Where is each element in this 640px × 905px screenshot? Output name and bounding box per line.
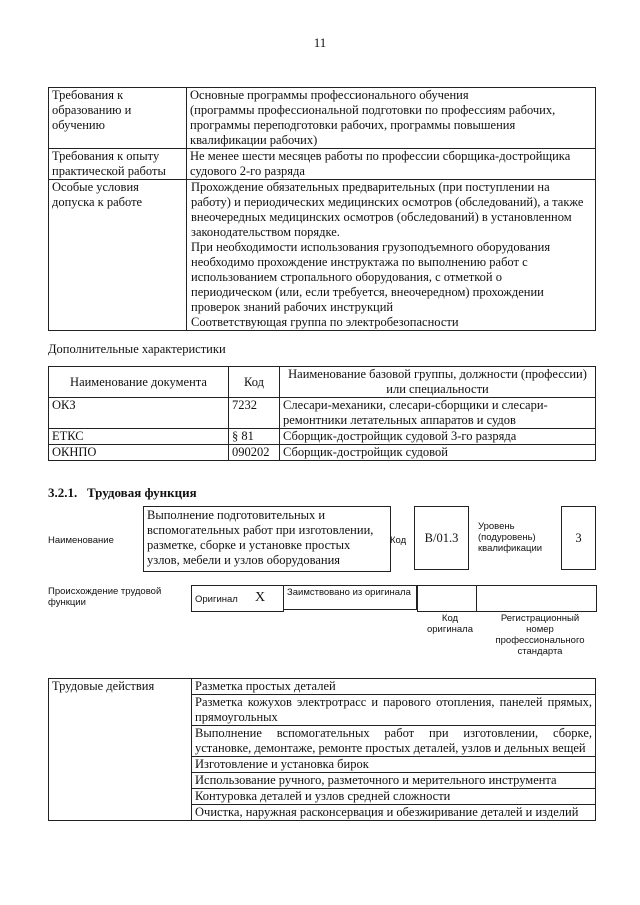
table-cell: Сборщик-достройщик судовой xyxy=(280,445,596,461)
action-item: Очистка, наружная расконсервация и обезжиривание деталей и изделий xyxy=(192,805,596,821)
action-item: Разметка простых деталей xyxy=(192,679,596,695)
page-number: 11 xyxy=(313,35,327,50)
action-item: Контуровка деталей и узлов средней сложности xyxy=(192,789,596,805)
table-row xyxy=(49,429,596,445)
table-cell: Сборщик-достройщик судовой 3-го разряда xyxy=(280,429,596,445)
text-line: необходимо прохождение инструктажа по выполнению работ с xyxy=(191,255,528,269)
table-cell: ОКЗ xyxy=(49,398,229,429)
text-line: вспомогательных работ при изготовлении, xyxy=(147,523,374,537)
text-line: Не менее шести месяцев работы по профессии сборщика-достройщика xyxy=(190,149,571,163)
section-title: Трудовая функция xyxy=(87,485,197,500)
requirements-table xyxy=(48,87,596,331)
text-line: Прохождение обязательных предварительных (при поступлении на xyxy=(191,180,550,194)
original-label: Оригинал xyxy=(195,594,238,605)
table-row xyxy=(49,149,596,180)
text-line: программы переподготовки рабочих, программы повышения xyxy=(190,118,516,132)
table-row xyxy=(49,180,596,331)
table-cell: Слесари-механики, слесари-сборщики и слесари-ремонтники летательных аппаратов и судов xyxy=(280,398,596,429)
text-line: разметке, сборке и установке простых xyxy=(147,538,351,552)
original-code-label: Код оригинала xyxy=(426,613,473,635)
text-line: периодическом (или, если требуется, внеочередном) прохождении xyxy=(191,285,544,299)
section-heading xyxy=(48,485,197,501)
section-number: 3.2.1. xyxy=(48,485,78,500)
origin-code-cell xyxy=(417,585,477,612)
origin-reg-cell xyxy=(476,585,597,612)
function-name-label: Наименование xyxy=(48,535,114,546)
function-code-label: Код xyxy=(390,535,407,546)
borrowed-label: Заимствовано из оригинала xyxy=(287,587,411,598)
table-row xyxy=(49,679,596,695)
text-line: квалификации рабочих) xyxy=(190,133,318,147)
action-item: Выполнение вспомогательных работ при изготовлении, сборке, установке, демонтаже, ремонте простых деталей, узлов и дельных вещей xyxy=(192,726,596,757)
additional-title: Дополнительные характеристики xyxy=(48,342,226,356)
function-name-box xyxy=(143,506,391,572)
table-cell: § 81 xyxy=(229,429,280,445)
text-line: (программы профессиональной подготовки по профессиям рабочих, xyxy=(190,103,556,117)
table-cell: ОКНПО xyxy=(49,445,229,461)
text-line: При необходимости использования грузоподъемного оборудования xyxy=(191,240,551,254)
text-line: законодательством порядке. xyxy=(191,225,340,239)
action-item: Изготовление и установка бирок xyxy=(192,757,596,773)
text-line: работу) и периодических медицинских осмотров (обследований), а также xyxy=(191,195,584,209)
text-line: Основные программы профессионального обучения xyxy=(190,88,469,102)
table-row xyxy=(49,445,596,461)
function-code-box xyxy=(414,506,469,570)
table-cell: 7232 xyxy=(229,398,280,429)
table-row xyxy=(49,88,596,149)
origin-borrowed-cell xyxy=(283,585,417,610)
text-line: внеочередных медицинских осмотров (обследований) в установленном xyxy=(191,210,572,224)
action-item: Использование ручного, разметочного и мерительного инструмента xyxy=(192,773,596,789)
text-line: Выполнение подготовительных и xyxy=(147,508,326,522)
text-line: проверок знаний рабочих инструкций xyxy=(191,300,394,314)
row-value xyxy=(187,180,596,331)
text-line: судового 2-го разряда xyxy=(190,164,305,178)
additional-table xyxy=(48,366,596,461)
labor-actions-table xyxy=(48,678,596,821)
table-header-row xyxy=(49,367,596,398)
level-value: 3 xyxy=(575,531,582,545)
row-label: Требования к опыту практической работы xyxy=(49,149,187,180)
row-value xyxy=(187,88,596,149)
text-line: узлов, мебели и узлов оборудования xyxy=(147,553,341,567)
origin-original-cell xyxy=(191,585,284,612)
header-cell: Код xyxy=(229,367,280,398)
text-line: Соответствующая группа по электробезопасности xyxy=(191,315,459,329)
row-label: Требования к образованию и обучению xyxy=(49,88,187,149)
reg-number-label: Регистрационный номер профессионального стандарта xyxy=(495,613,585,657)
actions-label: Трудовые действия xyxy=(49,679,192,821)
row-value xyxy=(187,149,596,180)
table-row xyxy=(49,398,596,429)
level-box xyxy=(561,506,596,570)
original-mark: X xyxy=(255,590,266,605)
row-label: Особые условия допуска к работе xyxy=(49,180,187,331)
text-line: использованием стропального оборудования, с отметкой о xyxy=(191,270,502,284)
level-label: Уровень (подуровень) квалификации xyxy=(478,521,543,554)
function-code: B/01.3 xyxy=(424,531,459,545)
table-cell: ЕТКС xyxy=(49,429,229,445)
table-cell: 090202 xyxy=(229,445,280,461)
action-item: Разметка кожухов электротрасс и парового отопления, панелей прямых, прямоугольных xyxy=(192,695,596,726)
header-cell: Наименование базовой группы, должности (профессии) или специальности xyxy=(280,367,596,398)
origin-label: Происхождение трудовой функции xyxy=(48,586,162,608)
header-cell: Наименование документа xyxy=(49,367,229,398)
